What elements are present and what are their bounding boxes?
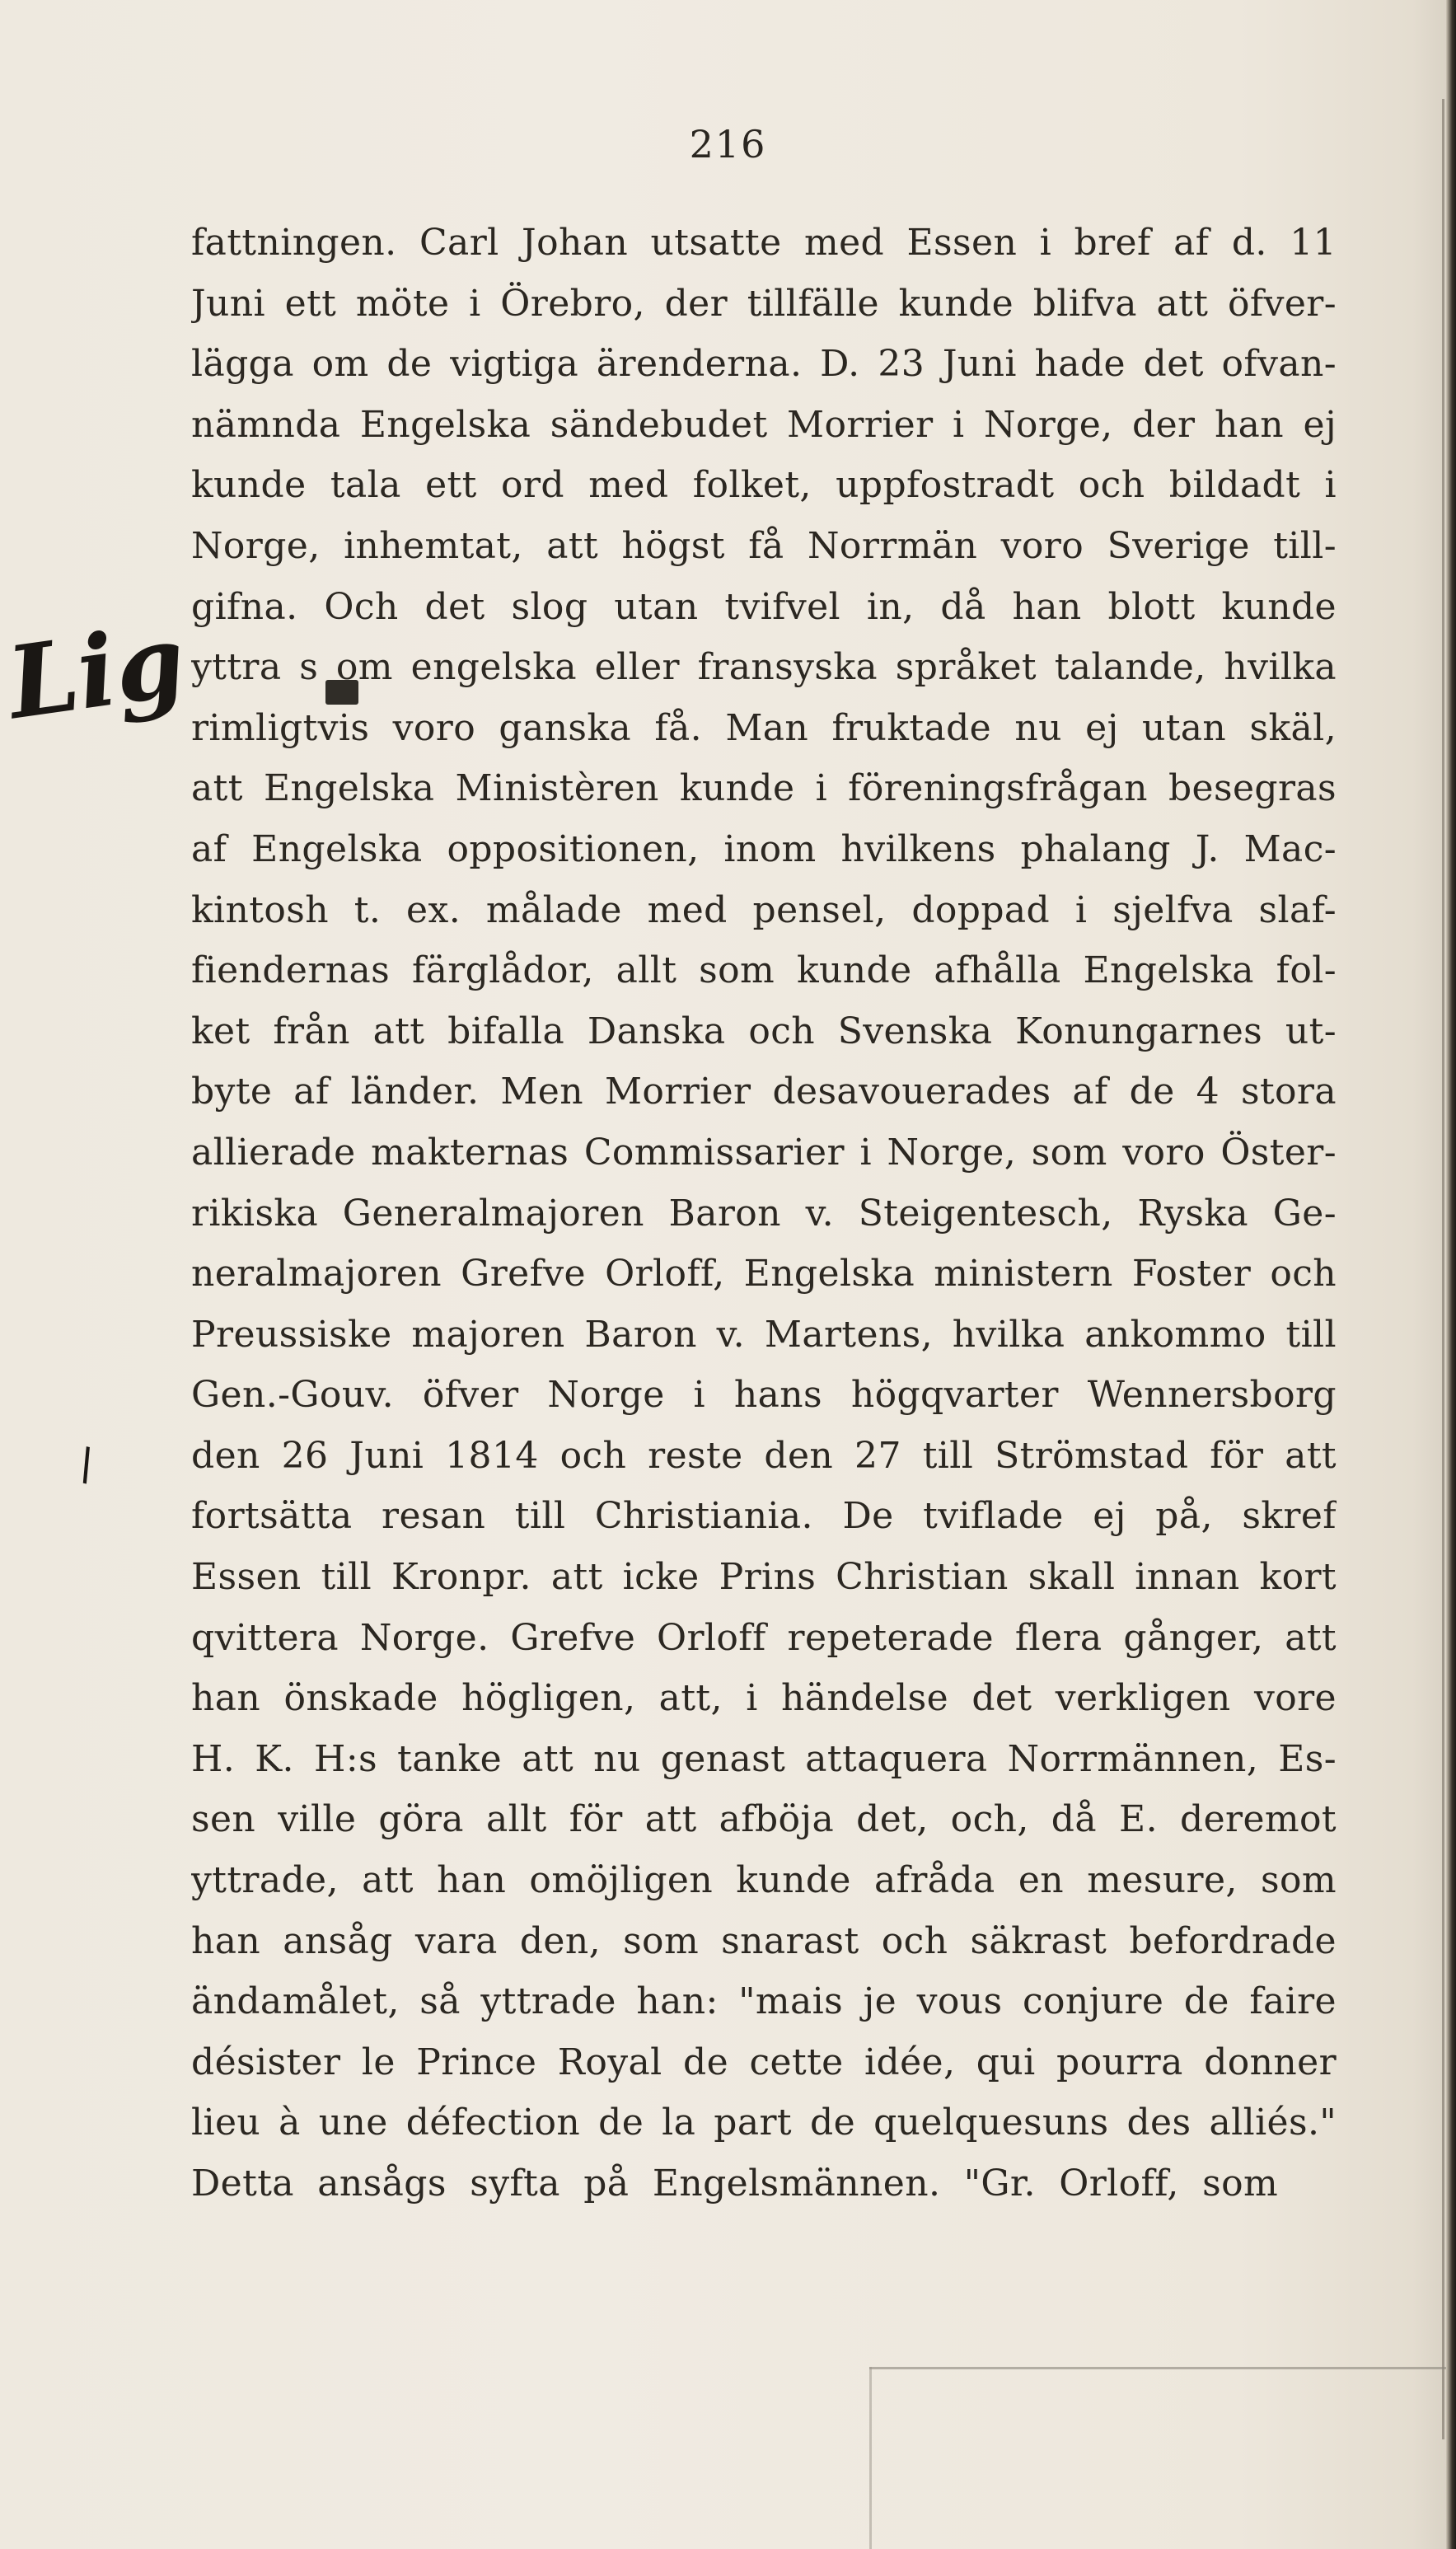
text-line: Norge, inhemtat, att högst få Norrmän voro Sverige till- bbox=[191, 524, 1337, 567]
text-line: qvittera Norge. Grefve Orloff repeterade flera gånger, att bbox=[191, 1616, 1337, 1659]
text-line: yttra s om engelska eller fransyska språket talande, hvilka bbox=[191, 646, 1337, 689]
text-line: kunde tala ett ord med folket, uppfostradt och bildadt i bbox=[191, 464, 1337, 507]
text-line: H. K. H:s tanke att nu genast attaquera Norrmännen, Es- bbox=[191, 1737, 1337, 1780]
text-line: désister le Prince Royal de cette idée, qui pourra donner bbox=[191, 2041, 1337, 2083]
text-line: den 26 Juni 1814 och reste den 27 till Strömstad för att bbox=[191, 1434, 1337, 1477]
text-line: ket från att bifalla Danska och Svenska Konungarnes ut- bbox=[191, 1010, 1337, 1052]
text-line: att Engelska Ministèren kunde i föreningsfrågan besegras bbox=[191, 767, 1337, 810]
bottom-rule-vertical bbox=[869, 2367, 872, 2549]
margin-handwritten-note: Lig bbox=[1, 602, 192, 743]
text-line: byte af länder. Men Morrier desavouerades af de 4 stora bbox=[191, 1071, 1337, 1113]
text-line: lägga om de vigtiga ärenderna. D. 23 Juni hade det ofvan- bbox=[191, 343, 1337, 386]
body-text bbox=[191, 213, 1337, 2214]
text-line: lieu à une défection de la part de quelquesuns des alliés." bbox=[191, 2102, 1337, 2144]
binding-edge-line bbox=[1442, 99, 1444, 2439]
text-line: Detta ansågs syfta på Engelsmännen. "Gr. Orloff, som bbox=[191, 2162, 1279, 2205]
page-number: 216 bbox=[689, 122, 767, 166]
text-line: Gen.-Gouv. öfver Norge i hans högqvarter Wennersborg bbox=[191, 1374, 1337, 1417]
text-line: neralmajoren Grefve Orloff, Engelska ministern Foster och bbox=[191, 1253, 1337, 1296]
text-line: Juni ett möte i Örebro, der tillfälle kunde blifva att öfver- bbox=[191, 282, 1337, 325]
margin-handwritten-mark: \ bbox=[73, 1436, 100, 1492]
text-line: Preussiske majoren Baron v. Martens, hvilka ankommo till bbox=[191, 1313, 1337, 1356]
text-line: gifna. Och det slog utan tvifvel in, då han blott kunde bbox=[191, 585, 1337, 628]
text-line: af Engelska oppositionen, inom hvilkens phalang J. Mac- bbox=[191, 827, 1337, 870]
text-line: rikiska Generalmajoren Baron v. Steigentesch, Ryska Ge- bbox=[191, 1192, 1337, 1235]
binding-edge bbox=[1446, 0, 1456, 2549]
text-line: Essen till Kronpr. att icke Prins Christian skall innan kort bbox=[191, 1556, 1337, 1599]
text-line: allierade makternas Commissarier i Norge, som voro Öster- bbox=[191, 1131, 1337, 1174]
text-line: fattningen. Carl Johan utsatte med Essen i bref af d. 11 bbox=[191, 222, 1337, 264]
text-line: han önskade högligen, att, i händelse det verkligen vore bbox=[191, 1677, 1337, 1720]
text-line: nämnda Engelska sändebudet Morrier i Norge, der han ej bbox=[191, 403, 1337, 446]
text-line: kintosh t. ex. målade med pensel, doppad i sjelfva slaf- bbox=[191, 888, 1337, 931]
bottom-rule bbox=[869, 2367, 1446, 2369]
text-line: rimligtvis voro ganska få. Man fruktade nu ej utan skäl, bbox=[191, 706, 1337, 749]
text-line: yttrade, att han omöjligen kunde afråda en mesure, som bbox=[191, 1859, 1337, 1902]
text-line: han ansåg vara den, som snarast och säkrast befordrade bbox=[191, 1919, 1337, 1962]
text-line: ändamålet, så yttrade han: "mais je vous conjure de faire bbox=[191, 1980, 1337, 2023]
text-line: fiendernas färglådor, allt som kunde afhålla Engelska fol- bbox=[191, 949, 1337, 992]
text-line: fortsätta resan till Christiania. De tviflade ej på, skref bbox=[191, 1495, 1337, 1538]
text-line: sen ville göra allt för att afböja det, och, då E. deremot bbox=[191, 1798, 1337, 1841]
